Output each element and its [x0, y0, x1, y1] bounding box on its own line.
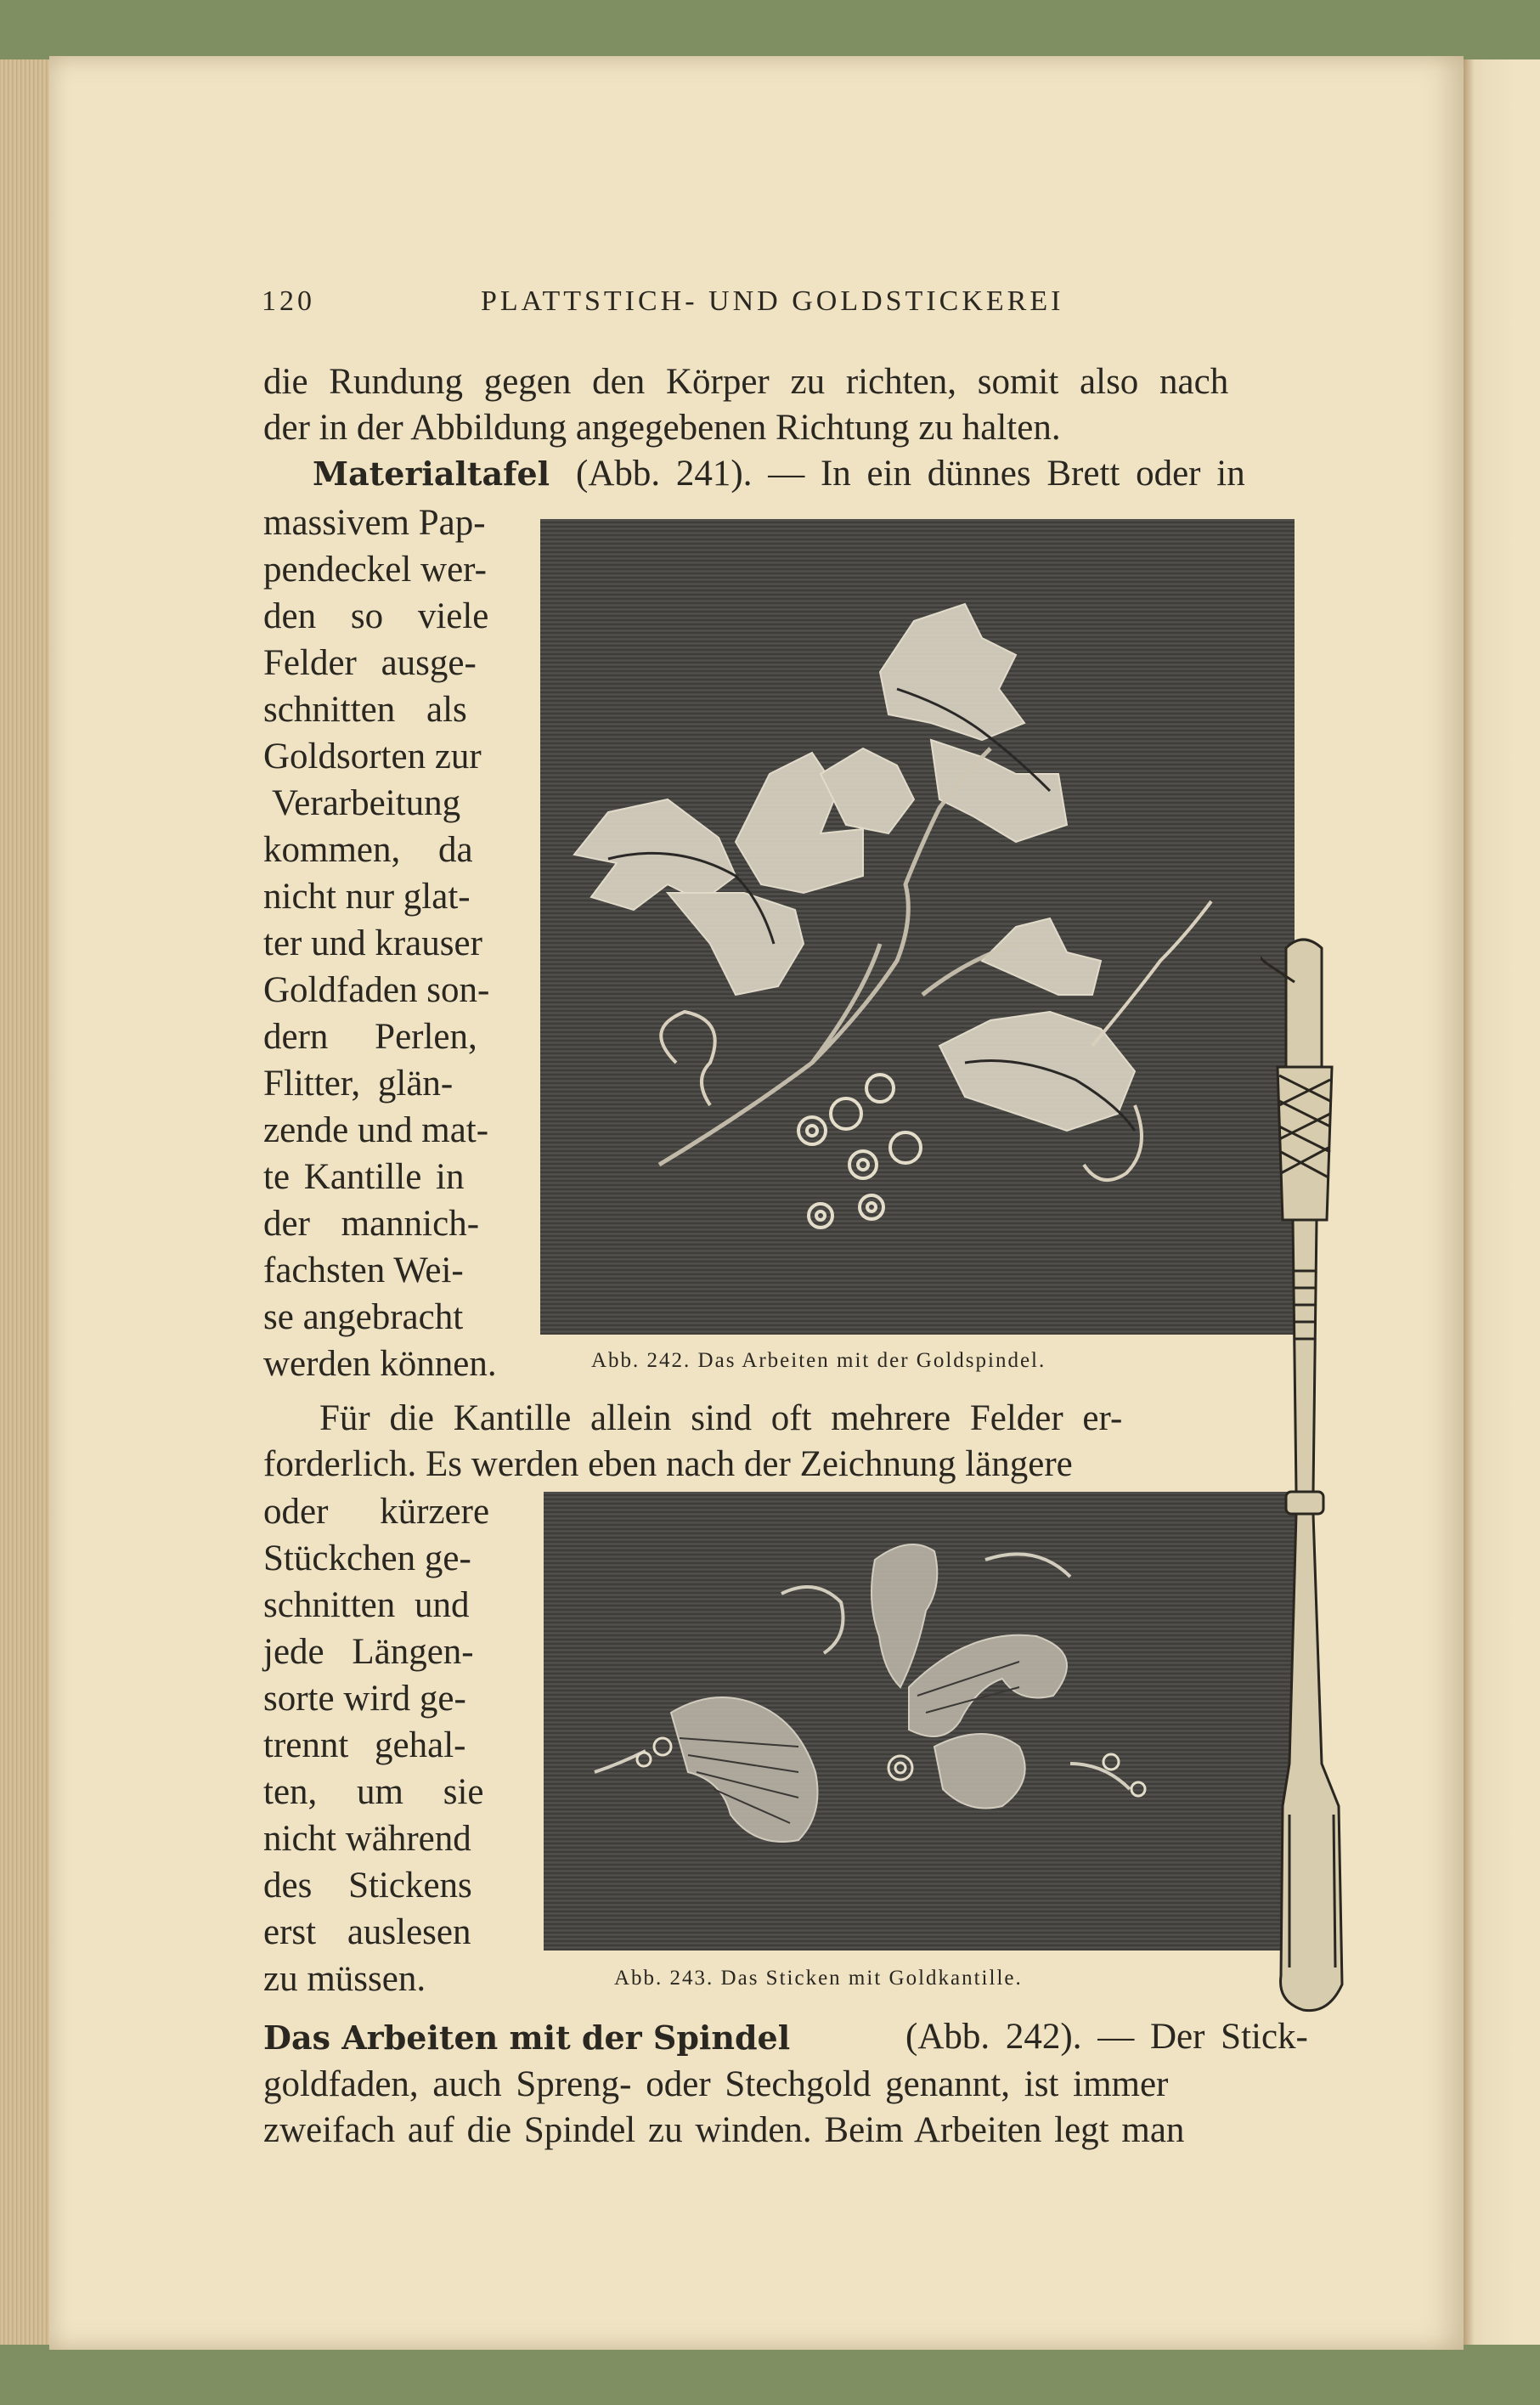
text-line: schnitten und	[263, 1585, 470, 1625]
text-line: der mannich-	[263, 1204, 480, 1244]
text-line: sorte wird ge-	[263, 1679, 466, 1719]
figure-242-caption: Abb. 242. Das Arbeiten mit der Goldspindel.	[591, 1349, 1046, 1372]
text-line: Flitter, glän-	[263, 1064, 454, 1104]
book-cover-top	[0, 0, 1540, 59]
text-line: zu müssen.	[263, 1959, 426, 1999]
text-line: se angebracht	[263, 1297, 464, 1337]
text-line: kommen, da	[263, 830, 473, 870]
text-line: zweifach auf die Spindel zu winden. Beim Arbeiten legt man	[263, 2110, 1185, 2150]
text-line: ter und krauser	[263, 923, 482, 963]
text-line: nicht während	[263, 1819, 471, 1859]
text-line: der in der Abbildung angegebenen Richtung zu halten.	[263, 408, 1061, 448]
figure-243-engraving	[544, 1492, 1295, 1951]
book-cover-bottom	[0, 2345, 1540, 2405]
text-line: Für die Kantille allein sind oft mehrere Felder er-	[319, 1398, 1123, 1438]
text-line: nicht nur glat-	[263, 877, 471, 917]
text-line: Felder ausge-	[263, 643, 477, 683]
text-line: Goldsorten zur	[263, 737, 482, 776]
text-line: werden können.	[263, 1344, 497, 1384]
text-line: die Rundung gegen den Körper zu richten, somit also nach	[263, 362, 1229, 402]
text-line: goldfaden, auch Spreng- oder Stechgold genannt, ist immer	[263, 2064, 1169, 2104]
text-line: Goldfaden son-	[263, 970, 490, 1010]
text-line: den so viele	[263, 596, 489, 636]
text-line: te Kantille in	[263, 1157, 465, 1197]
paragraph-heading: Materialtafel	[313, 454, 550, 493]
text-line: des Stickens	[263, 1866, 472, 1905]
text-line: trennt gehal-	[263, 1725, 466, 1765]
text-line: Verarbeitung	[272, 783, 461, 823]
text-line: forderlich. Es werden eben nach der Zeichnung längere	[263, 1444, 1073, 1484]
text-line: fachsten Wei-	[263, 1250, 464, 1290]
text-line: erst auslesen	[263, 1912, 471, 1952]
page-number: 120	[262, 285, 315, 317]
text-line: massivem Pap-	[263, 503, 486, 543]
paragraph-heading: Das Arbeiten mit der Spindel	[263, 2018, 791, 2057]
text-line: ten, um sie	[263, 1772, 484, 1812]
text-line: jede Längen-	[263, 1632, 474, 1672]
text-line: pendeckel wer-	[263, 550, 487, 590]
gold-spindle-illustration	[1261, 931, 1354, 2018]
text-line: (Abb. 241). — In ein dünnes Brett oder in	[576, 454, 1245, 494]
text-line: oder kürzere	[263, 1492, 490, 1532]
text-line: zende und mat-	[263, 1110, 489, 1150]
text-line: Stückchen ge-	[263, 1538, 471, 1578]
figure-243-caption: Abb. 243. Das Sticken mit Goldkantille.	[614, 1967, 1023, 1990]
text-line: (Abb. 242). — Der Stick-	[905, 2017, 1308, 2057]
figure-242-engraving	[540, 519, 1295, 1335]
text-line: dern Perlen,	[263, 1017, 477, 1057]
book-page	[49, 56, 1464, 2350]
text-line: schnitten als	[263, 690, 467, 730]
page-edges	[0, 59, 51, 2345]
running-title: PLATTSTICH- UND GOLDSTICKEREI	[481, 285, 1064, 317]
facing-page-edge	[1463, 59, 1540, 2345]
